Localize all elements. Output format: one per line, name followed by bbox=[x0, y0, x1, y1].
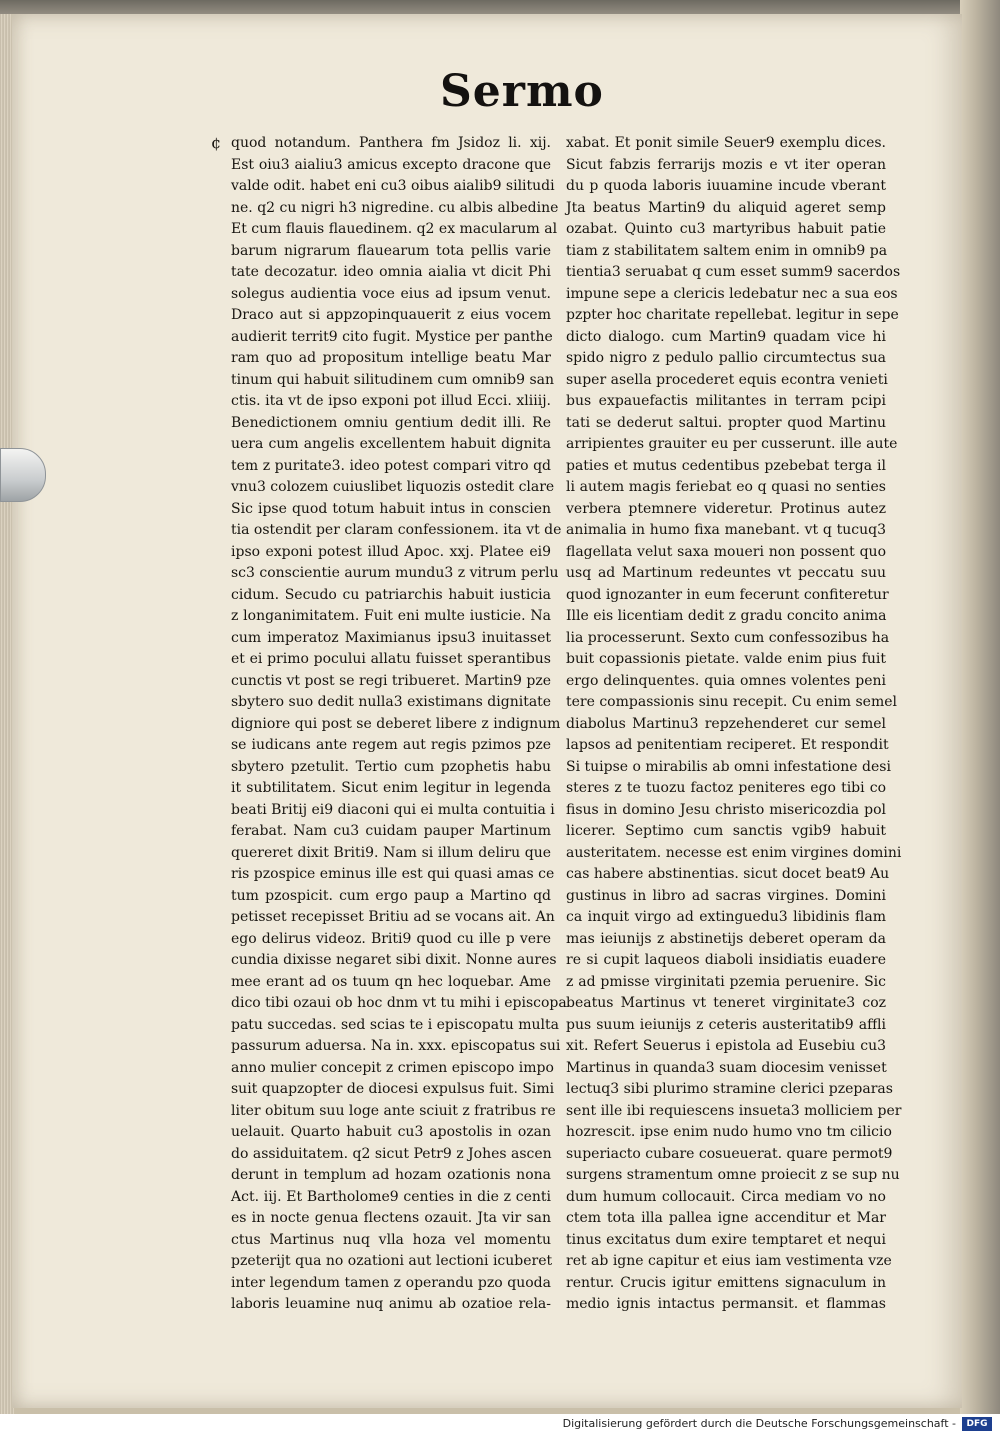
left-column-line: tia ostendit per claram confessionem. ita vt de bbox=[231, 522, 562, 538]
right-column-line: dicto dialogo. cum Martin9 quadam vice hi bbox=[566, 328, 886, 345]
left-column-line: barum nigrarum flauearum tota pellis varie bbox=[231, 242, 551, 259]
left-column-line: cum imperatoz Maximianus ipsu3 inuitasset bbox=[231, 629, 551, 646]
right-column-line: fisus in domino Jesu christo misericozdia pol bbox=[566, 801, 886, 818]
right-column-line: Ille eis licentiam dedit z gradu concito anima bbox=[566, 608, 887, 624]
right-column-line: buit copassionis pietate. valde enim pius fuit bbox=[566, 651, 886, 667]
right-column-line: ozabat. Quinto cu3 martyribus habuit patie bbox=[566, 221, 886, 237]
left-column-line: Benedictionem omniu gentium dedit illi. Re bbox=[231, 414, 551, 431]
left-column-line: uelauit. Quarto habuit cu3 apostolis in ozan bbox=[231, 1124, 551, 1140]
right-column-line: ctem tota illa pallea igne accenditur et Mar bbox=[566, 1210, 886, 1226]
left-column-line: Sic ipse quod totum habuit intus in conscien bbox=[231, 500, 551, 517]
right-column-line: medio ignis intactus permansit. et flammas bbox=[566, 1296, 886, 1312]
left-column-line: ram quo ad propositum intellige beatu Mar bbox=[231, 350, 551, 366]
left-column-line: ipso exponi potest illud Apoc. xxj. Platee ei9 bbox=[231, 543, 551, 560]
left-column-line: se iudicans ante regem aut regis pzimos pze bbox=[231, 737, 551, 753]
right-column-line: tiam z stabilitatem saltem enim in omnib9 pa bbox=[566, 242, 888, 259]
left-column-line: ctus Martinus nuq vlla hoza vel momentu bbox=[231, 1231, 551, 1248]
right-column-line: paties et mutus cedentibus pzebebat terga il bbox=[566, 457, 886, 474]
right-column-line: quod ignozanter in eum fecerunt confiteretur bbox=[566, 586, 889, 603]
right-column-line: superiacto cubare cosueuerat. quare permot9 bbox=[566, 1145, 893, 1162]
left-column-line: petisset recepisset Britiu ad se vocans ait. An bbox=[231, 909, 555, 925]
right-column-line: usq ad Martinum redeuntes vt peccatu suu bbox=[566, 565, 886, 581]
right-column-line: tinus excitatus dum exire temptaret et nequi bbox=[566, 1231, 886, 1248]
left-column-line: tum pzospicit. cum ergo paup a Martino qd bbox=[231, 887, 551, 904]
right-column-line: hozrescit. ipse enim nudo humo vno tm cilicio bbox=[566, 1124, 892, 1140]
right-column-line: super asella procederet equis econtra venieti bbox=[566, 371, 888, 388]
right-column-line: pus suum ieiunijs z ceteris austeritatib9 affli bbox=[566, 1016, 886, 1033]
right-column-line: Si tuipse o mirabilis ab omni infestatione desi bbox=[566, 758, 891, 775]
left-column-line: anno mulier concepit z crimen episcopo impo bbox=[231, 1059, 554, 1076]
left-column-line: sbytero pzetulit. Tertio cum pzophetis habu bbox=[231, 758, 551, 775]
right-column-line: lapsos ad penitentiam reciperet. Et respondit bbox=[566, 737, 889, 753]
left-column-line: pzeterijt qua no ozationi aut lectioni icuberet bbox=[231, 1253, 553, 1269]
right-column-line: ret ab igne capitur et eius iam vestimenta vze bbox=[566, 1253, 892, 1269]
left-column-line: Draco aut si appzopinquauerit z eius vocem bbox=[231, 307, 551, 323]
right-column-line: ca inquit virgo ad extinguedu3 libidinis flam bbox=[566, 909, 886, 925]
left-column-line: do assiduitatem. q2 sicut Petr9 z Johes ascen bbox=[231, 1145, 552, 1162]
right-column-line: flagellata velut saxa moueri non possent quo bbox=[566, 543, 886, 560]
right-column-line: gustinus in libro ad sacras virgines. Domini bbox=[566, 887, 886, 904]
right-column-line: pzpter hoc charitate repellebat. legitur in sepe bbox=[566, 307, 899, 323]
right-column-line: lia processerunt. Sexto cum confessozibus ha bbox=[566, 629, 890, 646]
right-column-line: Jta beatus Martin9 du aliquid ageret semp bbox=[566, 199, 886, 216]
left-column-line: dico tibi ozaui ob hoc dnm vt tu mihi i episcopa bbox=[231, 995, 567, 1011]
right-column-line: arripientes grauiter eu per cusserunt. ille aute bbox=[566, 436, 898, 452]
left-column-line: cunctis vt post se regi tribueret. Martin9 pze bbox=[231, 672, 551, 689]
right-column-line: animalia in humo fixa manebant. vt q tucuq3 bbox=[566, 522, 886, 538]
left-column-line: valde odit. habet eni cu3 oibus aialib9 silitudi bbox=[231, 178, 555, 194]
left-column-line: Act. iij. Et Bartholome9 centies in die z centi bbox=[231, 1188, 551, 1205]
right-column-line: cas habere abstinentias. sicut docet beat9 Au bbox=[566, 866, 890, 882]
right-column-line: du p quoda laboris iuuamine incude vberant bbox=[566, 178, 886, 194]
right-column-line: tere compassionis sinu recepit. Cu enim semel bbox=[566, 694, 898, 710]
right-column-line: mas ieiunijs z abstinetijs deberet operam da bbox=[566, 930, 886, 947]
right-column-line: spido nigro z pedulo pallio circumtectus sua bbox=[566, 350, 886, 366]
left-column-line: ctis. ita vt de ipso exponi pot illud Ecci. xliiij. bbox=[231, 393, 551, 409]
right-column-line: z ad pmisse virginitati pzemia peruenire. Sic bbox=[566, 973, 886, 990]
left-column-line: digniore qui post se deberet libere z indignum bbox=[231, 715, 561, 732]
right-column-line: dum humum collocauit. Circa mediam vo no bbox=[566, 1188, 886, 1205]
left-column-line: cidum. Secudo cu patriarchis habuit iusticia bbox=[231, 586, 551, 603]
right-column-line: tientia3 seruabat q cum esset summ9 sacerdos bbox=[566, 264, 901, 280]
right-column-line: verbera ptemnere videretur. Protinus autez bbox=[566, 500, 886, 517]
pilcrow-mark: ¢ bbox=[211, 133, 222, 152]
left-column-line: ferabat. Nam cu3 cuidam pauper Martinum bbox=[231, 823, 551, 839]
right-column-line: xabat. Et ponit simile Seuer9 exemplu dices. bbox=[566, 135, 886, 151]
right-column-line: tati se dederut saltui. propter quod Martinu bbox=[566, 414, 886, 431]
left-column-line: suit quapzopter de diocesi expulsus fuit. Simi bbox=[231, 1081, 555, 1097]
right-column-line: ergo delinquentes. quia omnes volentes peni bbox=[566, 672, 886, 689]
right-column-line: li autem magis feriebat eo q quasi no senties bbox=[566, 479, 886, 495]
left-column-line: Et cum flauis flauedinem. q2 ex macularum al bbox=[231, 221, 558, 237]
left-column-line: patu succedas. sed scias te i episcopatu multa bbox=[231, 1016, 559, 1033]
left-column-line: solegus audientia voce eius ad ipsum venut. bbox=[231, 285, 551, 302]
left-column-line: quod notandum. Panthera fm Jsidoz li. xij. bbox=[231, 135, 551, 151]
left-column-line: tate decozatur. ideo omnia aialia vt dicit Phi bbox=[231, 264, 551, 280]
left-column-line: sc3 conscientie aurum mundu3 z vitrum perlu bbox=[231, 565, 559, 581]
right-column-line: diabolus Martinu3 repzehenderet cur semel bbox=[566, 715, 886, 732]
right-column-line: bus expauefactis militantes in terram pcipi bbox=[566, 393, 886, 409]
right-column-line: xit. Refert Seuerus i epistola ad Eusebiu cu3 bbox=[566, 1038, 886, 1054]
right-column-line: sent ille ibi requiescens insueta3 molliciem per bbox=[566, 1102, 902, 1119]
right-column-line: impune sepe a clericis ledebatur nec a sua eos bbox=[566, 285, 898, 302]
left-column-line: sbytero suo dedit nulla3 existimans dignitate bbox=[231, 694, 552, 710]
left-column-line: es in nocte genua flectens ozauit. Jta vir san bbox=[231, 1210, 551, 1226]
left-column-line: it subtilitatem. Sicut enim legitur in legenda bbox=[231, 780, 551, 796]
left-column-line: inter legendum tamen z operandu pzo quoda bbox=[231, 1274, 551, 1291]
right-column-line: licerer. Septimo cum sanctis vgib9 habuit bbox=[566, 823, 886, 839]
left-column-line: mee erant ad os tuum qn hec loquebar. Ame bbox=[231, 973, 551, 990]
right-column-line: beatus Martinus vt teneret virginitate3 coz bbox=[566, 995, 886, 1011]
footer-bar bbox=[0, 1414, 1000, 1434]
left-text-column bbox=[231, 133, 567, 1312]
dfg-logo: DFG bbox=[962, 1417, 992, 1431]
footer-credit: Digitalisierung gefördert durch die Deutsche Forschungsgemeinschaft - bbox=[562, 1417, 956, 1430]
left-column-line: derunt in templum ad hozam ozationis nona bbox=[231, 1167, 551, 1183]
left-column-line: tinum qui habuit silitudinem cum omnib9 san bbox=[231, 371, 555, 388]
left-column-line: liter obitum suu loge ante sciuit z fratribus re bbox=[231, 1102, 556, 1119]
left-column-line: vnu3 colozem cuiuslibet liquozis ostedit clare bbox=[231, 479, 555, 495]
right-column-line: austeritatem. necesse est enim virgines domini bbox=[566, 844, 902, 861]
page-heading: Sermo bbox=[440, 66, 604, 117]
right-text-column bbox=[566, 133, 902, 1312]
left-column-line: Est oiu3 aialiu3 amicus excepto dracone que bbox=[231, 156, 551, 173]
left-column-line: quereret dixit Briti9. Nam si illum deliru que bbox=[231, 844, 551, 861]
right-column-line: rentur. Crucis igitur emittens signaculum in bbox=[566, 1274, 886, 1291]
left-column-line: beati Britij ei9 diaconi qui ei multa contuitia i bbox=[231, 801, 555, 818]
book-right-edge bbox=[960, 0, 1000, 1420]
left-column-line: et ei primo pocului allatu fuisset sperantibus bbox=[231, 651, 551, 667]
left-column-line: audierit territ9 cito fugit. Mystice per panthe bbox=[231, 328, 553, 345]
left-column-line: laboris leuamine nuq animu ab ozatioe rela- bbox=[231, 1296, 551, 1312]
left-column-line: passurum aduersa. Na in. xxx. episcopatus sui bbox=[231, 1038, 561, 1054]
right-column-line: re si cupit laqueos diaboli insidiatis euadere bbox=[566, 952, 886, 968]
left-column-line: uera cum angelis excellentem habuit dignita bbox=[231, 436, 551, 452]
right-column-line: Martinus in quanda3 suam diocesim venisset bbox=[566, 1059, 887, 1076]
left-column-line: ne. q2 cu nigri h3 nigredine. cu albis albedine bbox=[231, 199, 559, 216]
left-column-line: z longanimitatem. Fuit eni multe iusticie. Na bbox=[231, 608, 551, 624]
left-column-line: cundia dixisse negaret sibi dixit. Nonne aures bbox=[231, 952, 557, 968]
left-column-line: ego delirus videoz. Briti9 quod cu ille p vere bbox=[231, 930, 551, 947]
left-column-line: ris pzospice eminus ille est qui quasi amas ce bbox=[231, 866, 555, 882]
right-column-line: steres z te tuozu factoz peniteres ego tibi co bbox=[566, 780, 886, 796]
right-column-line: lectuq3 sibi plurimo stramine clerici pzeparas bbox=[566, 1081, 893, 1097]
left-column-line: tem z puritate3. ideo potest compari vitro qd bbox=[231, 457, 551, 474]
right-column-line: surgens stramentum omne proiecit z se sup nu bbox=[566, 1167, 900, 1183]
right-column-line: Sicut fabzis ferrarijs mozis e vt iter operan bbox=[566, 156, 886, 173]
